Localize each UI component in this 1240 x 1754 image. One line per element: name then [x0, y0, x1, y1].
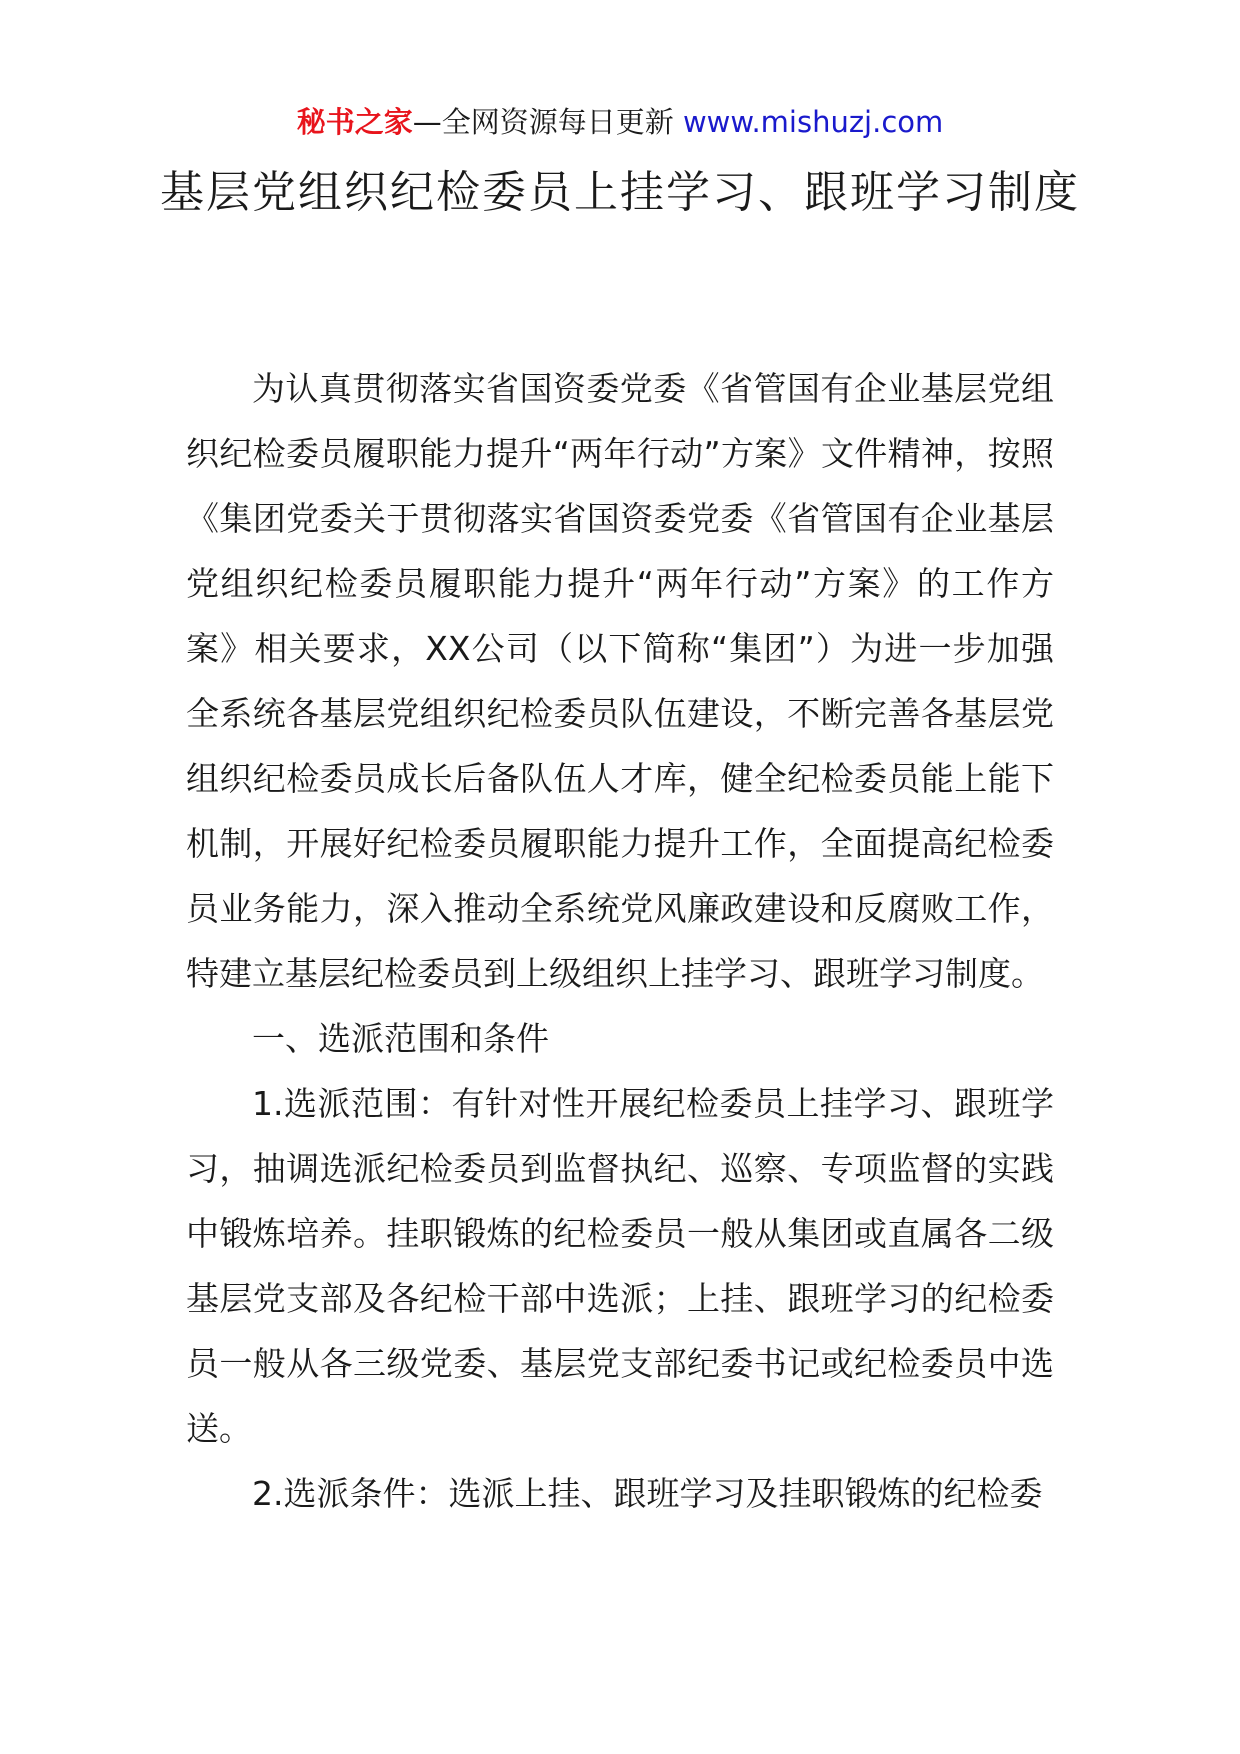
site-header	[0, 100, 1240, 144]
site-url-link[interactable]: www.mishuzj.com	[682, 105, 944, 139]
paragraph-conditions: 2.选派条件：选派上挂、跟班学习及挂职锻炼的纪检委	[252, 1474, 1043, 1513]
document-body	[186, 356, 1054, 1526]
paragraph-scope: 1.选派范围：有针对性开展纪检委员上挂学习、跟班学习，抽调选派纪检委员到监督执纪、巡察、专项监督的实践中锻炼培养。挂职锻炼的纪检委员一般从集团或直属各二级基层党支部及各纪检干部中选派；上挂、跟班学习的纪检委员一般从各三级党委、基层党支部纪委书记或纪检委员中选送。	[186, 1084, 1054, 1448]
paragraph-intro: 为认真贯彻落实省国资委党委《省管国有企业基层党组织纪检委员履职能力提升“两年行动”方案》文件精神，按照《集团党委关于贯彻落实省国资委党委《省管国有企业基层党组织纪检委员履职能力提升“两年行动”方案》的工作方案》相关要求，XX公司（以下简称“集团”）为进一步加强全系统各基层党组织纪检委员队伍建设，不断完善各基层党组织纪检委员成长后备队伍人才库，健全纪检委员能上能下机制，开展好纪检委员履职能力提升工作，全面提高纪检委员业务能力，深入推动全系统党风廉政建设和反腐败工作，特建立基层纪检委员到上级组织上挂学习、跟班学习制度。	[186, 369, 1055, 993]
site-brand: 秘书之家	[296, 105, 413, 139]
section-heading-1: 一、选派范围和条件	[252, 1019, 549, 1058]
site-tagline: —全网资源每日更新	[412, 105, 674, 139]
document-title: 基层党组织纪检委员上挂学习、跟班学习制度	[160, 167, 1080, 218]
